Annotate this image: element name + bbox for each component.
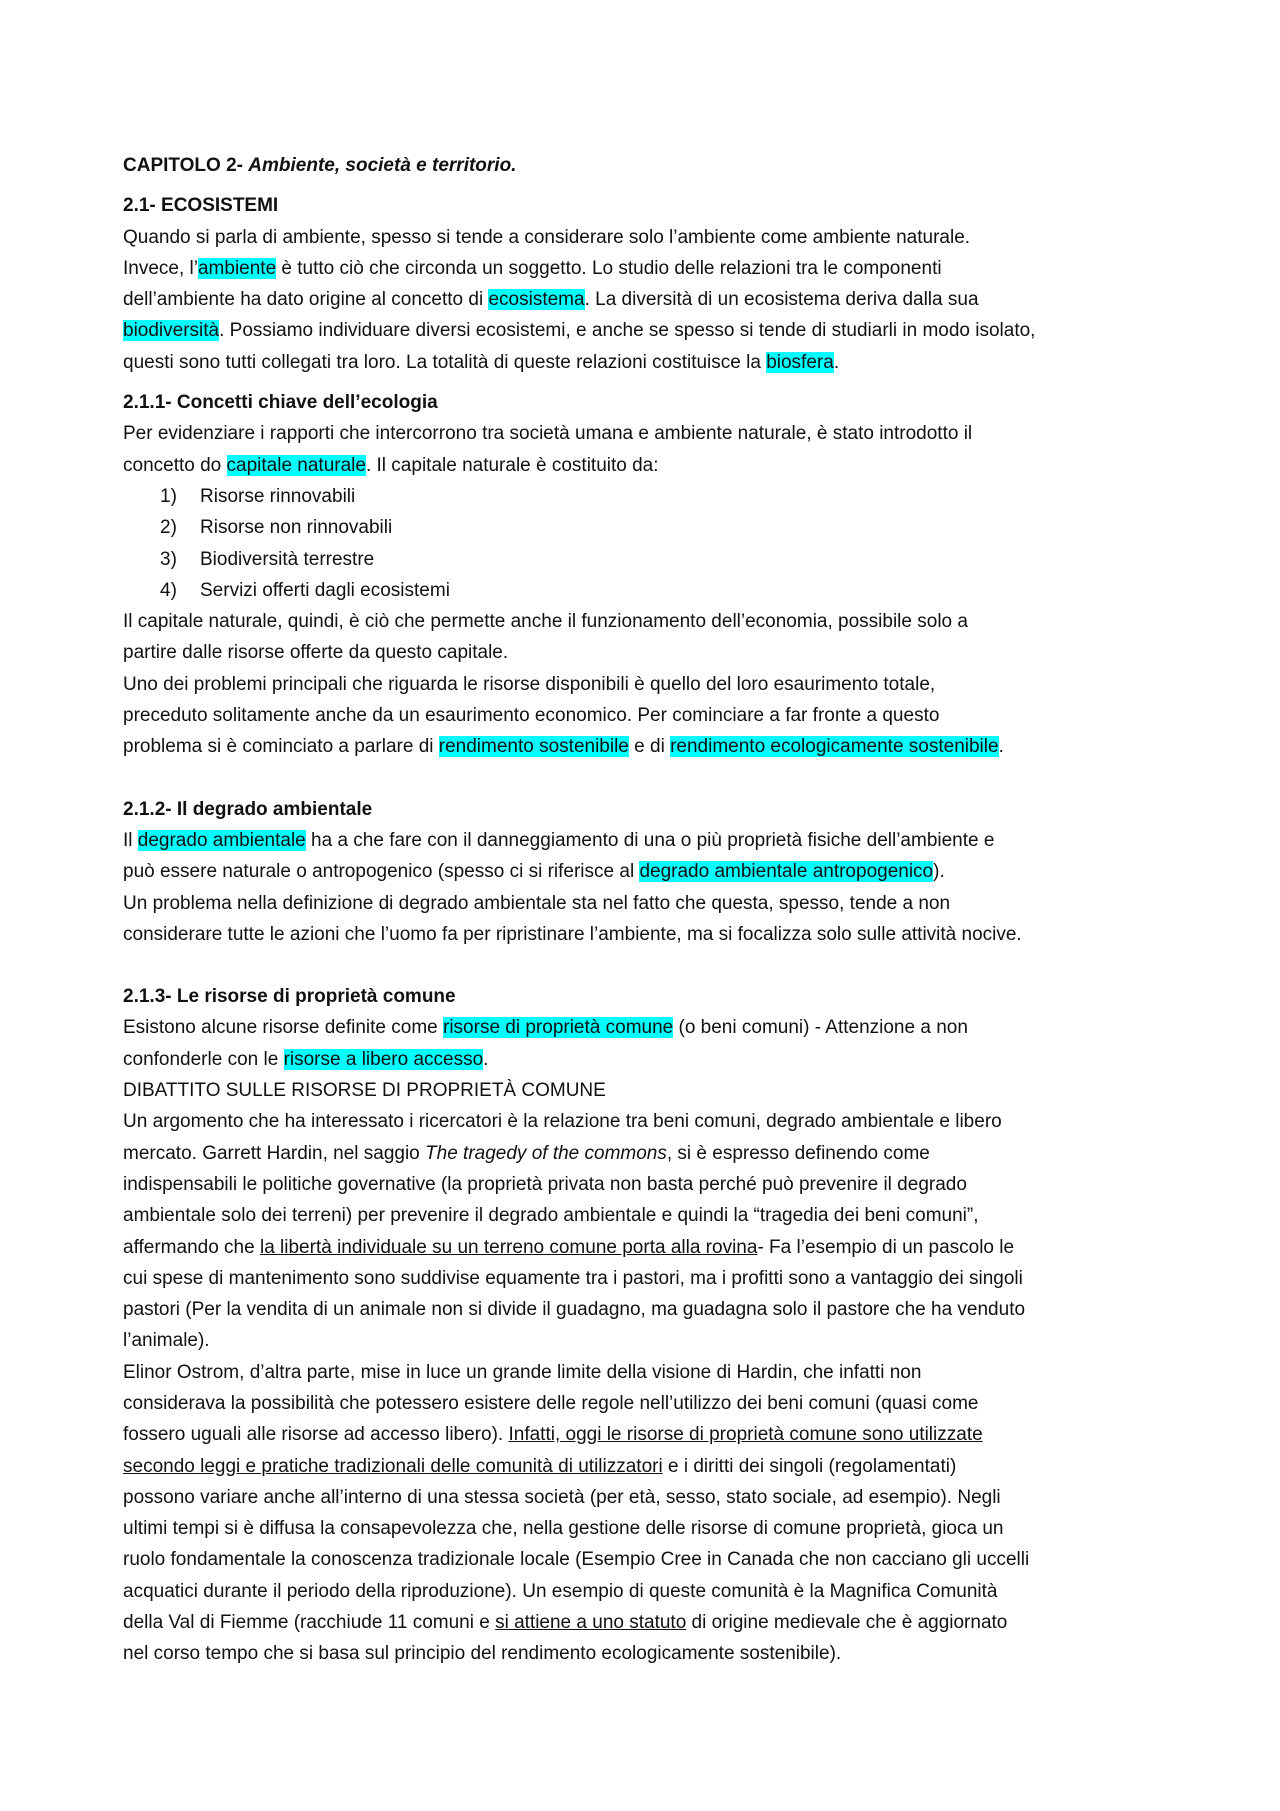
- highlight-term: ambiente: [197, 257, 277, 279]
- paragraph-line: Uno dei problemi principali che riguarda le risorse disponibili è quello del loro esaurimento totale,: [123, 673, 936, 695]
- underlined-text: la libertà individuale su un terreno comune porta alla rovina: [259, 1236, 758, 1258]
- paragraph-line: confonderle con le risorse a libero accesso.: [123, 1048, 489, 1070]
- paragraph-line: ambientale solo dei terreni) per prevenire il degrado ambientale e quindi la “tragedia dei beni comuni”,: [123, 1205, 979, 1227]
- paragraph-line: Il capitale naturale, quindi, è ciò che permette anche il funzionamento dell’economia, possibile solo a: [123, 611, 968, 633]
- highlight-term: biodiversità: [123, 320, 220, 342]
- paragraph-line: cui spese di mantenimento sono suddivise equamente tra i pastori, ma i profitti sono a vantaggio dei singoli: [123, 1267, 1023, 1289]
- paragraph-line: considerare tutte le azioni che l’uomo fa per ripristinare l’ambiente, ma si focalizza solo sulle attività nocive.: [123, 923, 1022, 945]
- list-item: 3) Biodiversità terrestre: [160, 548, 375, 570]
- paragraph-line: fossero uguali alle risorse ad accesso libero). Infatti, oggi le risorse di proprietà comune sono utilizzate: [123, 1424, 983, 1446]
- paragraph-line: nel corso tempo che si basa sul principio del rendimento ecologicamente sostenibile).: [123, 1643, 842, 1665]
- paragraph-line: può essere naturale o antropogenico (spesso ci si riferisce al degrado ambientale antropogenico).: [123, 861, 945, 883]
- list-item: 1) Risorse rinnovabili: [160, 485, 356, 507]
- book-title: The tragedy of the commons: [425, 1142, 667, 1164]
- list-item: 2) Risorse non rinnovabili: [160, 517, 393, 539]
- paragraph-line: affermando che la libertà individuale su un terreno comune porta alla rovina- Fa l’esempio di un pascolo le: [123, 1236, 1015, 1258]
- highlight-term: degrado ambientale antropogenico: [639, 861, 934, 883]
- section-heading-risorse: 2.1.3- Le risorse di proprietà comune: [123, 986, 456, 1008]
- document-page: [123, 150, 1178, 1670]
- section-heading-ecosistemi: 2.1- ECOSISTEMI: [123, 195, 279, 217]
- paragraph-line: Il degrado ambientale ha a che fare con il danneggiamento di una o più proprietà fisiche dell’ambiente e: [123, 829, 995, 851]
- paragraph-line: Un problema nella definizione di degrado ambientale sta nel fatto che questa, spesso, tende a non: [123, 892, 951, 914]
- paragraph-line: indispensabili le politiche governative (la proprietà privata non basta perché può prevenire il degrado: [123, 1173, 967, 1195]
- underlined-text: si attiene a uno statuto: [495, 1612, 687, 1634]
- chapter-title: [123, 150, 1178, 181]
- highlight-term: capitale naturale: [226, 454, 366, 476]
- paragraph-line: preceduto solitamente anche da un esaurimento economico. Per cominciare a far fronte a questo: [123, 705, 940, 727]
- subheading-dibattito: DIBATTITO SULLE RISORSE DI PROPRIETÀ COMUNE: [123, 1080, 606, 1102]
- paragraph-line: Esistono alcune risorse definite come risorse di proprietà comune (o beni comuni) - Attenzione a non: [123, 1017, 968, 1039]
- section-heading-concetti: 2.1.1- Concetti chiave dell’ecologia: [123, 392, 438, 414]
- highlight-term: degrado ambientale: [137, 829, 306, 851]
- underlined-text: secondo leggi e pratiche tradizionali delle comunità di utilizzatori: [123, 1455, 663, 1477]
- paragraph-line: considerava la possibilità che potessero esistere delle regole nell’utilizzo dei beni comuni (quasi come: [123, 1392, 979, 1414]
- paragraph-line: Invece, l’ambiente è tutto ciò che circonda un soggetto. Lo studio delle relazioni tra le componenti: [123, 257, 942, 279]
- paragraph-line: mercato. Garrett Hardin, nel saggio The tragedy of the commons, si è espresso definendo come: [123, 1142, 930, 1164]
- highlight-term: biosfera: [766, 351, 834, 373]
- paragraph-line: Elinor Ostrom, d’altra parte, mise in luce un grande limite della visione di Hardin, che infatti non: [123, 1361, 922, 1383]
- section-heading-degrado: 2.1.2- Il degrado ambientale: [123, 798, 373, 820]
- paragraph-line: pastori (Per la vendita di un animale non si divide il guadagno, ma guadagna solo il pastore che ha venduto: [123, 1299, 1026, 1321]
- paragraph-line: Un argomento che ha interessato i ricercatori è la relazione tra beni comuni, degrado ambientale e libero: [123, 1111, 1002, 1133]
- paragraph-line: della Val di Fiemme (racchiude 11 comuni e si attiene a uno statuto di origine medievale che è aggiornato: [123, 1612, 1008, 1634]
- paragraph-line: questi sono tutti collegati tra loro. La totalità di queste relazioni costituisce la biosfera.: [123, 351, 840, 373]
- paragraph-line: concetto do capitale naturale. Il capitale naturale è costituito da:: [123, 454, 659, 476]
- highlight-term: rendimento ecologicamente sostenibile: [670, 736, 999, 758]
- paragraph-line: problema si è cominciato a parlare di rendimento sostenibile e di rendimento ecologicamente sostenibile.: [123, 736, 1004, 758]
- underlined-text: Infatti, oggi le risorse di proprietà comune sono utilizzate: [508, 1424, 983, 1446]
- chapter-label: CAPITOLO 2-: [123, 155, 249, 176]
- paragraph-line: Quando si parla di ambiente, spesso si tende a considerare solo l’ambiente come ambiente naturale.: [123, 226, 971, 248]
- paragraph-line: biodiversità. Possiamo individuare diversi ecosistemi, e anche se spesso si tende di studiarli in modo isolato,: [123, 320, 1036, 342]
- paragraph-line: ruolo fondamentale la conoscenza tradizionale locale (Esempio Cree in Canada che non cacciano gli uccelli: [123, 1549, 1030, 1571]
- paragraph-line: secondo leggi e pratiche tradizionali delle comunità di utilizzatori e i diritti dei singoli (regolamentati): [123, 1455, 957, 1477]
- highlight-term: risorse di proprietà comune: [443, 1017, 674, 1039]
- chapter-subtitle: Ambiente, società e territorio.: [248, 155, 517, 176]
- paragraph-line: partire dalle risorse offerte da questo capitale.: [123, 642, 509, 664]
- list-item: 4) Servizi offerti dagli ecosistemi: [160, 579, 450, 601]
- highlight-term: risorse a libero accesso: [283, 1048, 484, 1070]
- highlight-term: ecosistema: [488, 289, 585, 311]
- paragraph-line: Per evidenziare i rapporti che intercorrono tra società umana e ambiente naturale, è stato introdotto il: [123, 423, 973, 445]
- paragraph-line: acquatici durante il periodo della riproduzione). Un esempio di queste comunità è la Magnifica Comunità: [123, 1580, 998, 1602]
- paragraph-line: dell’ambiente ha dato origine al concetto di ecosistema. La diversità di un ecosistema deriva dalla sua: [123, 289, 979, 311]
- paragraph-line: possono variare anche all’interno di una stessa società (per età, sesso, stato sociale, ad esempio). Negli: [123, 1486, 1001, 1508]
- paragraph-line: ultimi tempi si è diffusa la consapevolezza che, nella gestione delle risorse di comune proprietà, gioca un: [123, 1518, 1004, 1540]
- highlight-term: rendimento sostenibile: [438, 736, 629, 758]
- paragraph-line: l’animale).: [123, 1330, 210, 1352]
